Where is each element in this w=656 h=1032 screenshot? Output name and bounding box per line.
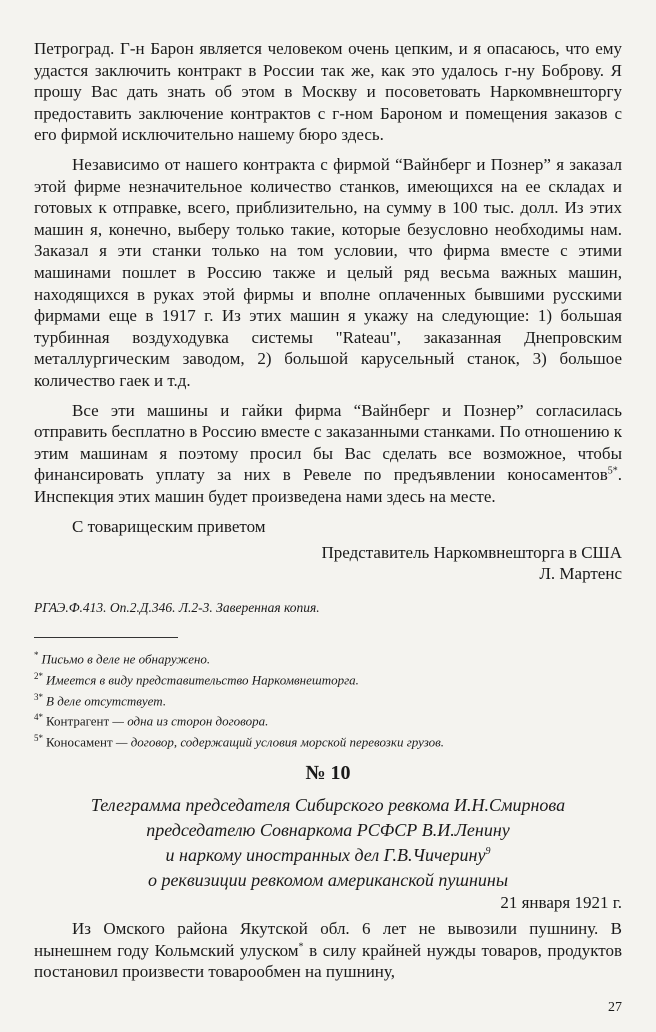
footnote-4	[34, 708, 634, 730]
footnote-term: Контрагент	[46, 713, 110, 729]
paragraph-3-text: Все эти машины и гайки фирма “Вайнберг и Познер” согласилась отправить бесплатно в Россию вместе с заказанными станками. По отношению к этим машинам я поэтому просил бы Вас сделать все возможное, чтобы финансировать уплату за них в Ревеле по предъявлении коносаментов	[34, 400, 622, 485]
telegram-body	[34, 918, 622, 983]
footnote-ref-5: 5*	[607, 465, 618, 477]
title-line-3-text: и наркому иностранных дел Г.В.Чичерину	[165, 845, 486, 865]
footnote-mark: *	[34, 650, 39, 660]
title-line-1: Телеграмма председателя Сибирского ревкома И.Н.Смирнова	[90, 795, 566, 815]
footnote-3	[34, 688, 634, 710]
footnote-text: — одна из сторон договора.	[112, 713, 269, 729]
page-number: 27	[608, 1000, 622, 1015]
footnote-5	[34, 729, 634, 751]
footnote-mark: 2*	[34, 671, 43, 681]
closing-line: С товарищеским приветом	[72, 517, 266, 536]
letter-body	[34, 38, 622, 507]
footnote-mark: 3*	[34, 692, 43, 702]
footnote-mark: 4*	[34, 712, 43, 722]
title-line-2: председателю Совнаркома РСФСР В.И.Ленину	[146, 820, 510, 840]
paragraph-3-tail: Инспекция этих машин будет произведена нами здесь на месте.	[34, 486, 496, 506]
telegram-paragraph	[34, 918, 622, 983]
footnote-divider	[34, 637, 178, 638]
footnote-mark: 5*	[34, 733, 43, 743]
footnote-text: Письмо в деле не обнаружено.	[41, 651, 211, 667]
title-line-3	[20, 843, 636, 868]
paragraph-2: Независимо от нашего контракта с фирмой “Вайнберг и Познер” я заказал этой фирме незначительное количество станков, имеющихся на ее складах и готовых к отправке, всего, приблизительно, на сумму в 100 тыс. долл. Из этих машин я, конечно, выберу только такие, которые безусловно необходимы нам. Заказал я эти станки только на том условии, что фирма вместе с этими машинами пошлет в Россию также и целый ряд весьма важных машин, находящихся в руках этой фирмы и вполне оплаченных бывшими русскими фирмами еще в 1917 г. Из этих машин я укажу на следующие: 1) большая турбинная воздуходувка системы "Rateau", заказанная Днепровским металлургическим заводом, 2) большой карусельный станок, 3) большое количество гаек и т.д.	[34, 154, 622, 390]
footnote-1	[34, 646, 634, 668]
paragraph-3: Все эти машины и гайки фирма “Вайнберг и Познер” согласилась отправить бесплатно в Россию вместе с заказанными станками. По отношению к этим машинам я поэтому просил бы Вас сделать все возможное, чтобы финансировать уплату за них в Ревеле по предъявлении коносаментов$^{5*}$. Инспекция этих машин будет произведена нами здесь на месте.	[34, 400, 622, 506]
paragraph-1: Петроград. Г-н Барон является человеком очень цепким, и я опасаюсь, что ему удастся заключить контракт в России так же, как это удалось г-ну Боброву. Я прошу Вас дать знать об этом в Москву и посоветовать Наркомвнешторгу предоставить заключение контрактов с г-ном Бароном и помещения заказов с его фирмой исключительно нашему бюро здесь.	[34, 39, 622, 145]
signature-block	[322, 542, 623, 584]
signature-name: Л. Мартенс	[539, 564, 622, 583]
telegram-ref: *	[298, 940, 304, 952]
telegram-text-b: в силу крайней нужды товаров, продуктов постановил произвести товарообмен на пушнину,	[34, 940, 623, 982]
document-number: № 10	[305, 762, 351, 784]
footnote-text: В деле отсутствует.	[46, 693, 167, 709]
document-title	[20, 793, 636, 893]
telegram-text-a: Из Омского района Якутской обл. 6 лет не вывозили пушнину. В нынешнем году Кольмский улуском	[34, 919, 622, 960]
footnote-term: Коносамент	[46, 734, 113, 750]
title-line-4: о реквизиции ревкомом американской пушнины	[147, 870, 509, 890]
footnote-2	[34, 667, 634, 689]
footnote-text: Имеется в виду представительство Наркомвнешторга.	[46, 672, 359, 688]
document-date: 21 января 1921 г.	[500, 893, 622, 912]
title-ref: 9	[485, 846, 491, 857]
footnote-text: — договор, содержащий условия морской перевозки грузов.	[115, 734, 445, 750]
signature-title: Представитель Наркомвнешторга в США	[321, 543, 622, 562]
archive-source: РГАЭ.Ф.413. Оп.2.Д.346. Л.2-3. Заверенная копия.	[34, 600, 320, 615]
